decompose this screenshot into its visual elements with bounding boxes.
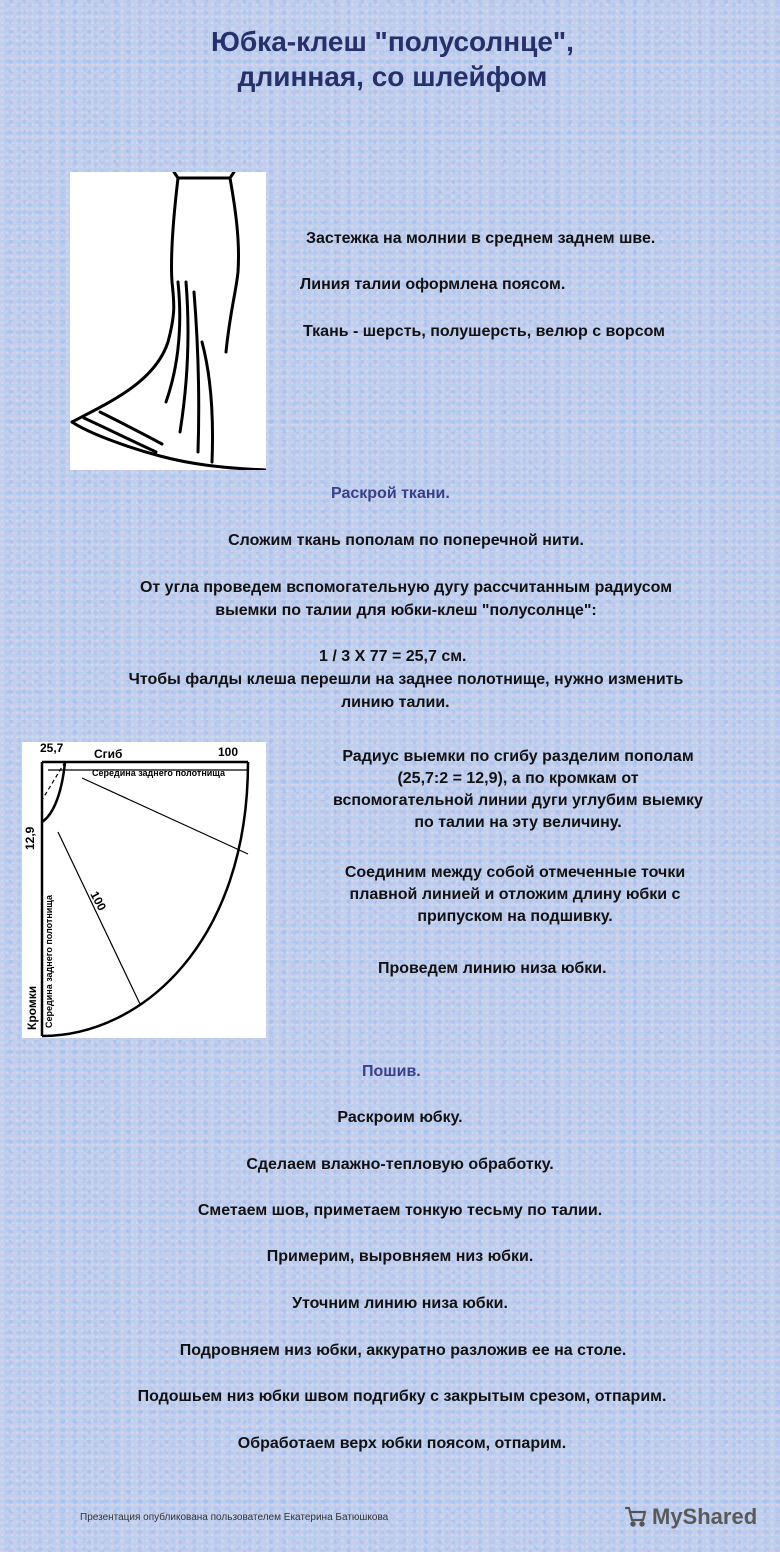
label-length-diag: 100: [87, 888, 110, 914]
title-line-1: Юбка-клеш "полусолнце",: [211, 26, 574, 57]
footer-credit: Презентация опубликована пользователем Екатерина Батюшкова: [80, 1512, 389, 1523]
pattern-text-p1: [286, 746, 750, 834]
sewing-heading: Пошив.: [362, 1063, 421, 1080]
sewing-step-5: Уточним линию низа юбки.: [292, 1295, 508, 1312]
cutting-p2-line2: выемки по талии для юбки-клеш "полусолнце":: [215, 602, 597, 619]
sewing-step-1: Раскроим юбку.: [337, 1109, 463, 1126]
pattern-p2-line1: Соединим между собой отмеченные точки: [344, 864, 686, 881]
sewing-step-7: Подошьем низ юбки швом подгибку с закрытым срезом, отпарим.: [137, 1388, 667, 1405]
pattern-p2-line2: плавной линией и отложим длину юбки с: [349, 886, 681, 903]
cutting-p3-line1: Чтобы фалды клеша перешли на заднее полотнище, нужно изменить: [128, 671, 684, 688]
skirt-illustration: [70, 172, 266, 470]
radial-line-2: [58, 832, 140, 1004]
label-back-center-top: Середина заднего полотнища: [92, 768, 226, 778]
label-edges: Кромки: [25, 985, 39, 1030]
pattern-diagram: [22, 742, 266, 1038]
brand-logo[interactable]: [624, 1504, 757, 1530]
hem-arc: [42, 762, 248, 1036]
radial-line-1: [82, 778, 248, 854]
cutting-p2-line1: От угла проведем вспомогательную дугу рассчитанным радиусом: [139, 579, 673, 596]
intro-line-1: Застежка на молнии в среднем заднем шве.: [306, 230, 656, 247]
label-fold: Сгиб: [94, 747, 123, 761]
intro-line-2: Линия талии оформлена поясом.: [300, 276, 566, 293]
intro-line-3: Ткань - шерсть, полушерсть, велюр с ворсом: [303, 323, 665, 340]
cart-icon: [624, 1504, 648, 1528]
cutting-heading: Раскрой ткани.: [331, 485, 450, 502]
brand-name: MyShared: [652, 1504, 758, 1529]
waist-curve: [42, 762, 65, 822]
label-offset: 12,9: [23, 826, 37, 850]
sewing-step-2: Сделаем влажно-тепловую обработку.: [246, 1156, 554, 1173]
skirt-drawing: [70, 172, 266, 470]
cutting-formula: 1 / 3 X 77 = 25,7 см.: [319, 648, 467, 665]
pattern-p1-line2: (25,7:2 = 12,9), а по кромкам от: [397, 770, 639, 787]
pattern-text-p3: Проведем линию низа юбки.: [378, 960, 607, 977]
label-back-center-side: Середина заднего полотнища: [44, 894, 54, 1028]
pattern-p1-line4: по талии на эту величину.: [414, 814, 622, 831]
cutting-p1: Сложим ткань пополам по поперечной нити.: [228, 532, 584, 549]
pattern-drawing: [22, 742, 266, 1038]
sewing-step-8: Обработаем верх юбки поясом, отпарим.: [237, 1435, 567, 1452]
sewing-step-6: Подровняем низ юбки, аккуратно разложив ее на столе.: [179, 1342, 627, 1359]
pattern-p2-line3: припуском на подшивку.: [417, 908, 613, 925]
sewing-step-4: Примерим, выровняем низ юбки.: [266, 1248, 534, 1265]
sewing-step-3: Сметаем шов, приметаем тонкую тесьму по талии.: [197, 1202, 603, 1219]
pattern-p1-line3: вспомогательной линии дуги углубим выемку: [333, 792, 703, 809]
cutting-p3-line2: линию талии.: [341, 694, 450, 711]
page-title: [0, 24, 780, 94]
pattern-p1-line1: Радиус выемки по сгибу разделим пополам: [342, 748, 694, 765]
title-line-2: длинная, со шлейфом: [237, 61, 548, 92]
pattern-text-p2: [290, 862, 740, 928]
label-radius: 25,7: [40, 742, 64, 755]
label-length-top: 100: [218, 745, 239, 759]
